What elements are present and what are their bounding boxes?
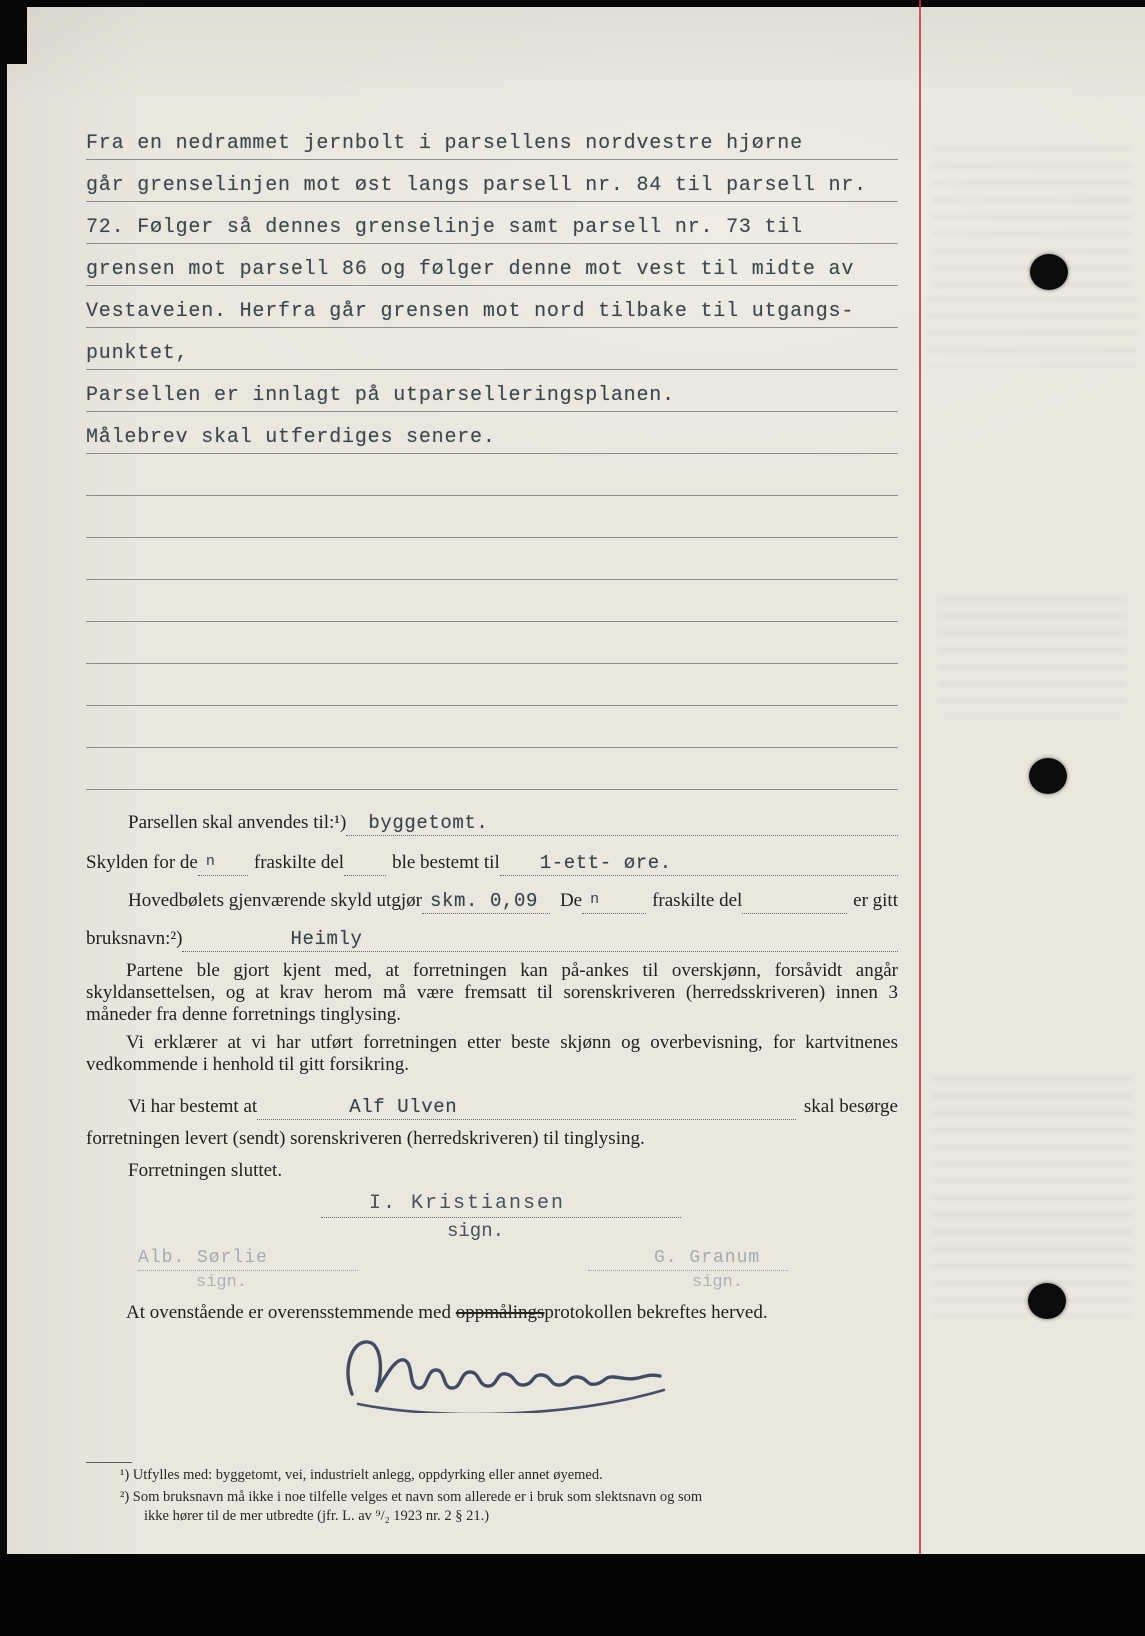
anvendes-label: Parsellen skal anvendes til:¹) — [128, 812, 347, 833]
bestemt-label-2: skal besørge — [803, 1096, 898, 1117]
hoved-label-2: De — [559, 890, 583, 911]
ruled-line-empty — [86, 664, 898, 706]
ruled-line-empty — [86, 496, 898, 538]
ruled-line-empty — [86, 538, 898, 580]
punch-hole-bottom — [1028, 1283, 1066, 1319]
paper-background — [7, 7, 1145, 1636]
typed-line — [86, 118, 898, 160]
skylden-label-1: Skylden for de — [86, 852, 198, 873]
anvendes-dotted-line — [346, 812, 898, 836]
witness-left-sign: sign. — [196, 1273, 248, 1292]
typed-line-text: Målebrev skal utferdiges senere. — [86, 426, 496, 449]
typed-line-text: grensen mot parsell 86 og følger denne mot vest til midte av — [86, 258, 855, 281]
bestemt-label-1: Vi har bestemt at — [128, 1096, 258, 1117]
anvendes-value: byggetomt. — [368, 812, 489, 834]
skylden-n-value: n — [205, 853, 215, 870]
punch-hole-top — [1030, 254, 1068, 290]
skylden-label-3: ble bestemt til — [392, 852, 500, 873]
typed-line — [86, 244, 898, 286]
sluttet-line: Forretningen sluttet. — [128, 1160, 283, 1181]
handwritten-signature-icon — [338, 1328, 668, 1413]
typed-line-text: Vestaveien. Herfra går grensen mot nord tilbake til utgangs- — [86, 300, 855, 323]
skylden-dotted-3 — [500, 852, 898, 876]
ruled-line-empty — [86, 748, 898, 790]
hoved-dotted-1 — [422, 890, 550, 914]
footnote-2-line1: ²) Som bruksnavn må ikke i noe tilfelle velges et navn som allerede er i bruk som slektsnavn og som — [120, 1489, 703, 1505]
red-margin-line — [919, 0, 921, 1554]
skylden-label-2: fraskilte del — [253, 852, 345, 873]
hoved-label-3: fraskilte del — [652, 890, 743, 911]
hoved-label-1: Hovedbølets gjenværende skyld utgjør — [128, 890, 422, 911]
footnote-1: ¹) Utfylles med: byggetomt, vei, industrielt anlegg, oppdyrking eller annet øyemed. — [120, 1467, 603, 1483]
typed-line — [86, 202, 898, 244]
main-signature-sign: sign. — [447, 1220, 505, 1242]
bestemt-dotted — [257, 1096, 796, 1120]
field-anvendes — [86, 802, 898, 836]
bruksnavn-dotted — [182, 928, 898, 952]
bruksnavn-value: Heimly — [290, 928, 363, 950]
ruled-line-empty — [86, 454, 898, 496]
witness-right-name: G. Granum — [588, 1248, 788, 1271]
field-skylden — [86, 842, 898, 876]
scan-bottom-band — [0, 1554, 1145, 1636]
attestation-line — [86, 1302, 898, 1324]
witness-signatures — [86, 1248, 898, 1292]
hoved-label-4: er gitt — [853, 890, 898, 911]
typed-line-text: Parsellen er innlagt på utparselleringsplanen. — [86, 384, 675, 407]
typed-line-text: punktet, — [86, 342, 189, 365]
paragraph-declaration: Vi erklærer at vi har utført forretningen etter beste skjønn og overbevisning, for kartvitnenes vedkommende i henhold til gitt forsikring. — [86, 1032, 898, 1075]
hoved-n-dotted — [582, 891, 646, 914]
scan-corner-notch — [0, 0, 27, 64]
attestation-pre: At ovenstående er overensstemmende med — [126, 1302, 451, 1323]
typed-line — [86, 160, 898, 202]
handwritten-signature — [338, 1328, 898, 1418]
hoved-dotted-3 — [742, 913, 847, 914]
bleed-through-smudge — [937, 597, 1127, 717]
ruled-line-empty — [86, 622, 898, 664]
typed-line-text: 72. Følger så dennes grenselinje samt parsell nr. 73 til — [86, 216, 803, 239]
bleed-through-smudge — [932, 1077, 1132, 1317]
bruksnavn-label: bruksnavn:²) — [86, 928, 183, 949]
witness-right-block — [588, 1248, 788, 1292]
witness-left-block — [138, 1248, 358, 1292]
typed-line — [86, 286, 898, 328]
main-signature-block — [321, 1192, 681, 1242]
skylden-n-dotted — [198, 853, 248, 876]
typed-line-text: Fra en nedrammet jernbolt i parsellens nordvestre hjørne — [86, 132, 803, 155]
typed-line-text: går grenselinjen mot øst langs parsell nr. 84 til parsell nr. — [86, 174, 867, 197]
main-signature-name: I. Kristiansen — [321, 1192, 681, 1218]
document-content — [86, 118, 898, 1526]
ruled-line-empty — [86, 706, 898, 748]
attestation-struck-word: oppmålings — [455, 1302, 545, 1323]
hoved-value: skm. 0,09 — [429, 890, 538, 912]
skylden-value: 1-ett- øre. — [539, 852, 672, 874]
typed-line — [86, 370, 898, 412]
field-bruksnavn — [86, 918, 898, 952]
bestemt-value: Alf Ulven — [349, 1096, 458, 1118]
skylden-dotted-2 — [344, 875, 386, 876]
attestation-post: protokollen bekreftes herved. — [544, 1302, 768, 1323]
witness-right-sign: sign. — [692, 1273, 744, 1292]
footnote-2-line2: ikke hører til de mer utbredte (jfr. L. av ⁹/₂ 1923 nr. 2 § 21.) — [144, 1508, 490, 1524]
bleed-through-smudge — [927, 297, 1137, 367]
hoved-n-value: n — [590, 891, 600, 908]
ruled-line-empty — [86, 580, 898, 622]
footnote-separator — [86, 1462, 132, 1463]
paragraph-appeal: Partene ble gjort kjent med, at forretningen kan på-ankes til overskjønn, forsåvidt angår skyldansettelsen, og at krav herom må være fremsatt til sorenskriveren (herredsskriveren) innen 3 måneder fra denne forretnings tinglysing. — [86, 960, 898, 1025]
witness-left-name: Alb. Sørlie — [138, 1248, 358, 1271]
field-bestemt — [86, 1086, 898, 1120]
typed-line — [86, 412, 898, 454]
levert-line: forretningen levert (sendt) sorenskriveren (herredskriveren) til tinglysing. — [86, 1128, 645, 1149]
punch-hole-middle — [1029, 758, 1067, 794]
typed-line — [86, 328, 898, 370]
field-hovedbolet — [86, 880, 898, 914]
